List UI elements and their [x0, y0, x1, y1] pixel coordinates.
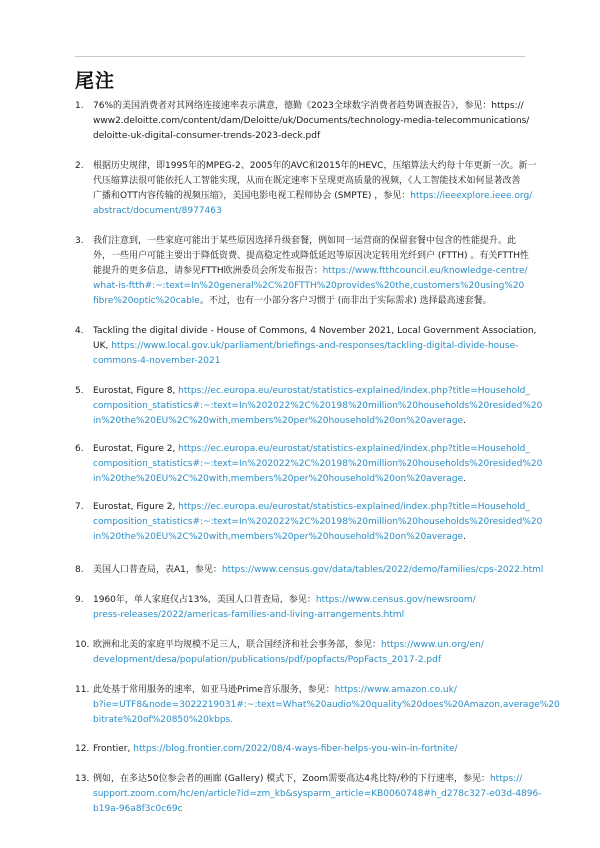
endnote-line [93, 698, 560, 713]
endnote-text [93, 324, 537, 369]
endnote-text [93, 742, 525, 757]
endnote-text [93, 384, 543, 429]
endnote-plain-text: . [463, 416, 466, 426]
endnote-plain-text: 例如，在多达50位参会者的画廊 (Gallery) 模式下，Zoom需要高达4兆比特/秒的下行速率，参见： [93, 774, 490, 784]
endnote-link[interactable]: https://ec.europa.eu/eurostat/statistics-explained/index.php?title=Household_ [178, 502, 530, 512]
endnote-line [93, 399, 543, 414]
endnote-link[interactable]: https://www.amazon.co.uk/ [334, 685, 457, 695]
endnote-link[interactable]: commons-4-november-2021 [93, 356, 221, 366]
endnote-number: 9. [75, 595, 84, 605]
endnote-plain-text: 1960年，单人家庭仅占13%，美国人口普查局，参见： [93, 595, 316, 605]
endnote-link[interactable]: composition_statistics#:~:text=In%202022%2C%20198%20million%20households%20resided%20 [93, 517, 543, 527]
endnote-line [93, 563, 544, 578]
endnote-plain-text: 我们注意到，一些家庭可能出于某些原因选择升级套餐，例如同一运营商的保留套餐中包含的性能提升。此 [93, 236, 517, 246]
endnote-plain-text: deloitte-uk-digital-consumer-trends-2023-deck.pdf [93, 131, 321, 141]
endnote-text [93, 563, 544, 578]
endnote-text [93, 159, 537, 219]
endnote-plain-text: . [463, 532, 466, 542]
endnote-line [93, 159, 537, 174]
endnote-line [93, 653, 525, 668]
endnote-number: 13. [75, 774, 90, 784]
endnote-plain-text: www2.deloitte.com/content/dam/Deloitte/uk/Documents/technology-media-telecommunications/ [93, 116, 530, 126]
endnote-line [93, 129, 525, 144]
endnote-line [93, 638, 525, 653]
endnote-line [93, 442, 530, 457]
endnote-text [93, 638, 525, 668]
endnote-text [93, 593, 525, 623]
endnote-number: 5. [75, 386, 84, 396]
endnote-link[interactable]: composition_statistics#:~:text=In%202022%2C%20198%20million%20households%20resided%20 [93, 401, 543, 411]
endnote-plain-text: 76%的美国消费者对其网络连接速率表示满意，德勤《2023全球数字消费者趋势调查报告》，参见：https:// [93, 101, 524, 111]
endnote-link[interactable]: in%20the%20EU%2C%20with,members%20per%20household%20on%20average [93, 474, 464, 484]
endnote-plain-text: 外，一些用户可能主要出于降低资费、提高稳定性或降低延迟等原因决定转用光纤到户 (FTTH) 。有关FTTH性 [93, 251, 529, 261]
page-title: 尾注 [75, 70, 116, 92]
endnote-number: 10. [75, 640, 90, 650]
endnote-plain-text: 欧洲和北美的家庭平均规模不足三人，联合国经济和社会事务部，参见： [93, 640, 382, 650]
endnote-link[interactable]: abstract/document/8977463 [93, 206, 222, 216]
endnote-number: 1. [75, 101, 84, 111]
endnote-link[interactable]: https://www.census.gov/data/tables/2022/demo/families/cps-2022.html [221, 565, 544, 575]
endnote-line [93, 279, 525, 294]
endnote-line [93, 189, 533, 204]
endnote-link[interactable]: in%20the%20EU%2C%20with,members%20per%20household%20on%20average [93, 416, 464, 426]
endnote-link[interactable]: https:// [489, 774, 523, 784]
endnote-link[interactable]: https://ec.europa.eu/eurostat/statistics-explained/index.php?title=Household_ [178, 386, 530, 396]
endnote-link[interactable]: support.zoom.com/hc/en/article?id=zm_kb&sysparm_article=KB0060748#h_d278c327-e03d-4896- [93, 789, 542, 799]
endnote-link[interactable]: https://www.ftthcouncil.eu/knowledge-centre/ [322, 266, 528, 276]
endnote-text [93, 683, 560, 728]
endnote-link[interactable]: https://www.un.org/en/ [381, 640, 484, 650]
endnote-plain-text: 此处基于常用服务的速率，如亚马逊Prime音乐服务，参见： [93, 685, 335, 695]
endnote-plain-text: 美国人口普查局，表A1，参见： [93, 565, 222, 575]
endnote-plain-text: 代压缩算法很可能依托人工智能实现，从而在既定速率下呈现更高质量的视频，《人工智能技术如何显著改善 [93, 176, 521, 186]
endnote-text [93, 234, 529, 309]
endnote-plain-text: Eurostat, Figure 2, [93, 444, 179, 454]
endnote-number: 2. [75, 161, 84, 171]
endnote-plain-text: Eurostat, Figure 2, [93, 502, 179, 512]
endnote-line [93, 530, 525, 545]
endnote-number: 6. [75, 444, 84, 454]
endnote-link[interactable]: bitrate%20of%20850%20kbps. [93, 715, 234, 725]
endnote-number: 3. [75, 236, 84, 246]
endnote-link[interactable]: b?ie=UTF8&node=3022219031#:~:text=What%20audio%20quality%20does%20Amazon,average%20 [93, 700, 560, 710]
endnote-plain-text: 广播和OTT内容传输的视频压缩》，美国电影电视工程师协会 (SMPTE) ，参见： [93, 191, 411, 201]
endnote-number: 12. [75, 744, 90, 754]
endnote-line [93, 802, 525, 817]
endnote-line [93, 457, 543, 472]
endnote-link[interactable]: composition_statistics#:~:text=In%202022%2C%20198%20million%20households%20resided%20 [93, 459, 543, 469]
endnote-line [93, 114, 530, 129]
endnote-line [93, 787, 542, 802]
endnote-link[interactable]: fibre%20optic%20cable [93, 296, 200, 306]
endnote-line [93, 593, 525, 608]
endnote-number: 7. [75, 502, 84, 512]
endnote-line [93, 472, 525, 487]
endnote-line [93, 99, 525, 114]
endnote-text [93, 772, 542, 817]
endnote-line [93, 683, 525, 698]
endnote-link[interactable]: https://www.local.gov.uk/parliament/briefings-and-responses/tackling-digital-divide-house- [111, 341, 519, 351]
endnote-text [93, 442, 543, 487]
endnote-link[interactable]: in%20the%20EU%2C%20with,members%20per%20household%20on%20average [93, 532, 464, 542]
endnote-plain-text: Frontier, [93, 744, 134, 754]
endnote-link[interactable]: https://blog.frontier.com/2022/08/4-ways-fiber-helps-you-win-in-fortnite/ [133, 744, 458, 754]
endnote-line [93, 742, 525, 757]
endnote-line [93, 414, 525, 429]
endnote-line [93, 204, 525, 219]
endnote-plain-text: UK, [93, 341, 112, 351]
endnote-plain-text: Tackling the digital divide - House of Commons, 4 November 2021, Local Government Association, [93, 326, 537, 336]
endnote-line [93, 234, 525, 249]
endnote-link[interactable]: b19a-96a8f3c0c69c [93, 804, 183, 814]
endnote-link[interactable]: development/desa/population/publications/pdf/popfacts/PopFacts_2017-2.pdf [93, 655, 441, 665]
endnote-line [93, 384, 530, 399]
endnote-line [93, 354, 525, 369]
endnote-plain-text: 能提升的更多信息，请参见FTTH欧洲委员会所发布报告： [93, 266, 323, 276]
endnote-link[interactable]: what-is-ftth#:~:text=In%20general%2C%20FTTH%20provides%20the,customers%20using%20 [93, 281, 525, 291]
endnote-line [93, 294, 525, 309]
endnote-link[interactable]: https://ec.europa.eu/eurostat/statistics-explained/index.php?title=Household_ [178, 444, 530, 454]
endnote-plain-text: 。不过，也有一小部分客户习惯于 (而非出于实际需求) 选择最高速套餐。 [199, 296, 492, 306]
endnote-number: 8. [75, 565, 84, 575]
endnote-line [93, 772, 525, 787]
endnote-link[interactable]: https://ieeexplore.ieee.org/ [410, 191, 533, 201]
endnote-line [93, 713, 525, 728]
endnote-line [93, 174, 525, 189]
endnote-line [93, 339, 525, 354]
endnote-line [93, 515, 543, 530]
endnote-plain-text: . [463, 474, 466, 484]
endnote-text [93, 500, 543, 545]
endnote-link[interactable]: https://www.census.gov/newsroom/ [315, 595, 476, 605]
endnote-plain-text: Eurostat, Figure 8, [93, 386, 179, 396]
endnote-number: 4. [75, 326, 84, 336]
endnote-link[interactable]: press-releases/2022/americas-families-and-living-arrangements.html [93, 610, 405, 620]
endnote-line [93, 264, 528, 279]
endnote-number: 11. [75, 685, 90, 695]
endnote-plain-text: 根据历史规律，即1995年的MPEG-2、2005年的AVC和2015年的HEVC，压缩算法大约每十年更新一次。新一 [93, 161, 537, 171]
endnote-text [93, 99, 530, 144]
endnote-line [93, 500, 530, 515]
endnote-line [93, 608, 525, 623]
endnote-line [93, 324, 537, 339]
endnote-line [93, 249, 529, 264]
